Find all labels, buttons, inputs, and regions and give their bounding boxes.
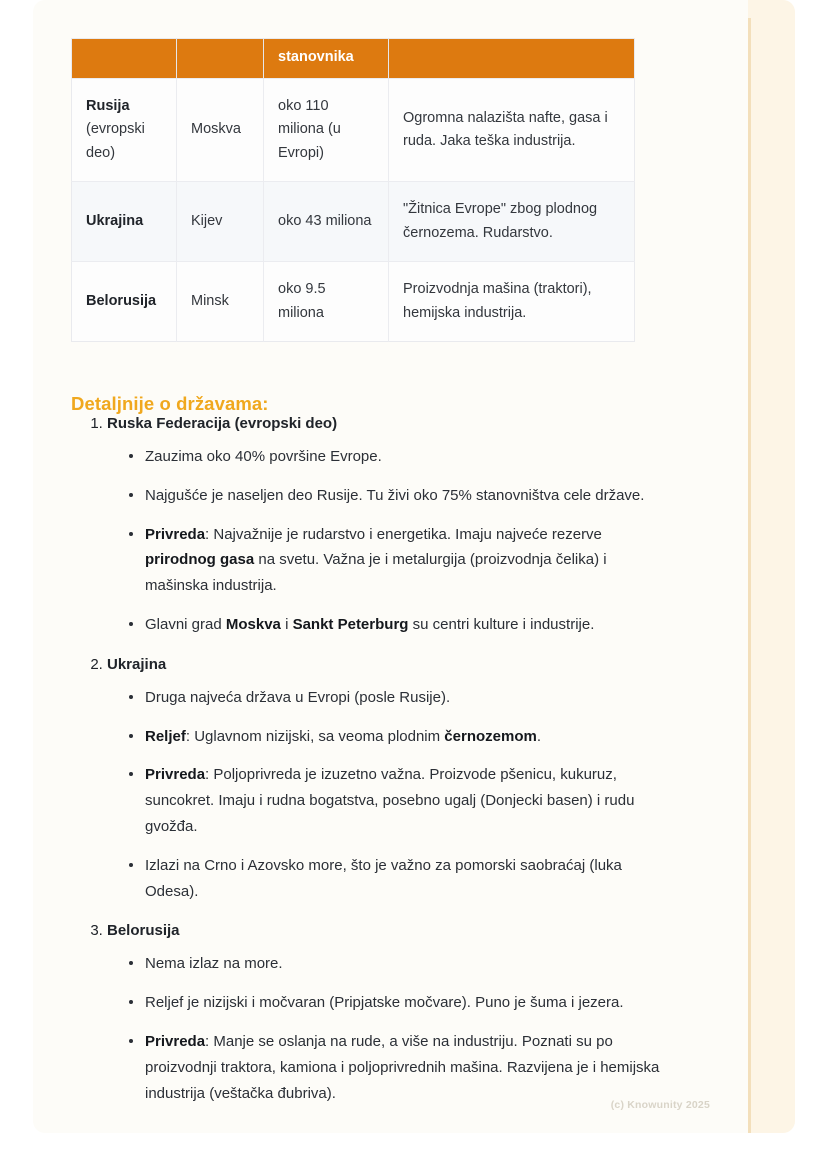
- bullet-list: [107, 951, 671, 1106]
- table-cell-notes: Proizvodnja mašina (traktori), hemijska industrija.: [389, 262, 635, 342]
- list-item: [107, 656, 671, 905]
- table-cell-country: Belorusija: [72, 262, 177, 342]
- list-item: [129, 724, 671, 750]
- bullet-text: Druga najveća država u Evropi (posle Rusije).: [145, 688, 451, 706]
- table-header-row: [72, 39, 635, 79]
- list-item: [129, 853, 671, 905]
- table-cell-country: Ukrajina: [72, 182, 177, 262]
- section-item-title: Belorusija: [107, 922, 180, 940]
- list-item: [129, 1029, 671, 1106]
- list-item: [107, 922, 671, 1106]
- table-row: [72, 182, 635, 262]
- watermark-label: (c) Knowunity 2025: [610, 1099, 710, 1111]
- document-page: [33, 0, 795, 1133]
- country-name: Rusija: [86, 98, 130, 114]
- bullet-text: Reljef je nizijski i močvaran (Pripjatske močvare). Puno je šuma i jezera.: [145, 994, 624, 1012]
- list-item: [129, 685, 671, 711]
- bullet-lead: Privreda: [145, 1032, 206, 1050]
- bullet-text: : Manje se oslanja na rude, a više na industriju. Poznati su po proizvodnji traktora, kamiona i poljoprivrednih mašina. Razvijena je i hemijska industrija (veštačka đubriva).: [145, 1032, 660, 1102]
- list-item: [129, 762, 671, 839]
- list-item: [129, 483, 671, 509]
- section-heading: Detaljnije o državama:: [71, 393, 269, 415]
- table-cell-notes: "Žitnica Evrope" zbog plodnog černozema. Rudarstvo.: [389, 182, 635, 262]
- bullet-text: : Uglavnom nizijski, sa veoma plodnim: [185, 727, 445, 745]
- list-item: [129, 951, 671, 977]
- bullet-text: Glavni grad: [145, 615, 226, 633]
- bullet-text: Izlazi na Crno i Azovsko more, što je važno za pomorski saobraćaj (luka Odesa).: [145, 856, 622, 900]
- table-header-cell-notes: [389, 39, 635, 79]
- bullet-emphasis-2: Sankt Peterburg: [292, 615, 409, 633]
- decorative-side-strip-edge: [748, 18, 751, 1133]
- bullet-emphasis: prirodnog gasa: [145, 551, 255, 569]
- bullet-list: [107, 444, 671, 638]
- bullet-lead: Reljef: [145, 727, 186, 745]
- table-cell-capital: Kijev: [177, 182, 264, 262]
- country-subtitle: (evropski deo): [86, 121, 145, 161]
- table-row: [72, 79, 635, 182]
- section-list-wrapper: [71, 415, 671, 1110]
- country-comparison-table: [71, 38, 635, 342]
- decorative-side-strip: [748, 0, 795, 1133]
- section-item-title: Ruska Federacija (evropski deo): [107, 415, 338, 432]
- section-item-title: Ukrajina: [107, 655, 167, 673]
- table-cell-population: oko 43 miliona: [264, 182, 389, 262]
- table-cell-country: [72, 79, 177, 182]
- bullet-text-end: su centri kulture i industrije.: [408, 615, 595, 633]
- bullet-list: [107, 685, 671, 905]
- list-item: [129, 990, 671, 1016]
- bullet-text-end: na svetu. Važna je i metalurgija (proizvodnja čelika) i mašinska industrija.: [145, 551, 607, 595]
- table-cell-notes: Ogromna nalazišta nafte, gasa i ruda. Jaka teška industrija.: [389, 79, 635, 182]
- bullet-emphasis: Moskva: [225, 615, 281, 633]
- bullet-text: Nema izlaz na more.: [145, 955, 283, 973]
- table-cell-population: oko 110 miliona (u Evropi): [264, 79, 389, 182]
- list-item: [107, 415, 671, 638]
- list-item: [129, 444, 671, 470]
- bullet-lead: Privreda: [145, 525, 206, 543]
- bullet-text: Najgušće je naseljen deo Rusije. Tu živi oko 75% stanovništva cele države.: [145, 486, 645, 504]
- bullet-emphasis: černozemom: [444, 727, 537, 745]
- table-header-cell-population: stanovnika: [264, 39, 389, 79]
- bullet-text: Zauzima oko 40% površine Evrope.: [145, 448, 382, 465]
- bullet-text-end: .: [536, 727, 541, 745]
- bullet-text: : Najvažnije je rudarstvo i energetika. Imaju najveće rezerve: [205, 525, 602, 543]
- list-item: [129, 522, 671, 599]
- table-header: [72, 39, 635, 79]
- document-content: [33, 0, 748, 1133]
- table-cell-capital: Moskva: [177, 79, 264, 182]
- list-item: [129, 612, 671, 638]
- table-header-cell-capital: [177, 39, 264, 79]
- table-header-cell-country: [72, 39, 177, 79]
- bullet-lead: Privreda: [145, 766, 206, 784]
- country-detail-list: [71, 415, 671, 1106]
- country-table-wrapper: [71, 38, 634, 342]
- bullet-text-mid: i: [280, 615, 293, 633]
- table-row: [72, 262, 635, 342]
- bullet-text: : Poljoprivreda je izuzetno važna. Proizvode pšenicu, kukuruz, suncokret. Imaju i rudna bogatstva, posebno ugalj (Donjecki basen) i rudu gvožđa.: [145, 766, 635, 835]
- table-cell-capital: Minsk: [177, 262, 264, 342]
- table-body: [72, 79, 635, 342]
- table-cell-population: oko 9.5 miliona: [264, 262, 389, 342]
